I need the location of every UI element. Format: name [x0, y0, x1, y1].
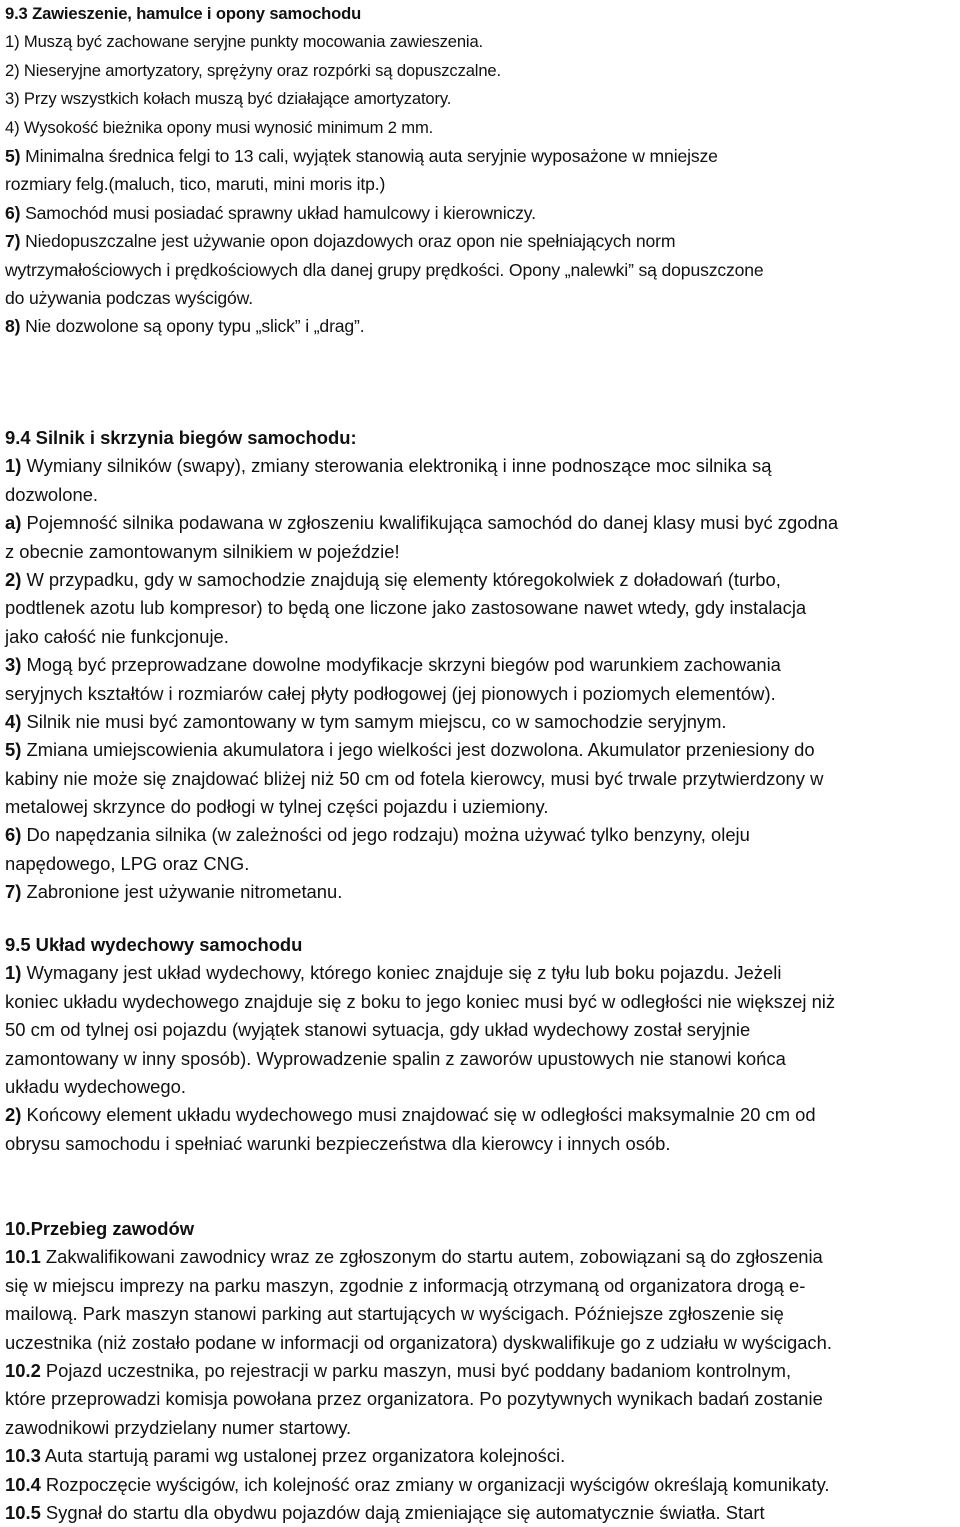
item-number: 10.2 — [5, 1359, 41, 1381]
item-text: Pojemność silnika podawana w zgłoszeniu kwalifikująca samochód do danej klasy musi być zgodna — [21, 512, 839, 534]
paragraph-line — [5, 736, 838, 764]
paragraph-line: metalowej skrzynce do podłogi w tylnej części pojazdu i uziemiony. — [5, 796, 549, 818]
paragraph-line — [5, 509, 838, 537]
item-number: 2) — [5, 568, 22, 590]
item-text: Sygnał do startu dla obydwu pojazdów dają zmieniające się automatycznie światła. Start — [40, 1501, 765, 1523]
item-text: Zabronione jest używanie nitrometanu. — [21, 881, 343, 903]
paragraph-line: mailową. Park maszyn stanowi parking aut startujących w wyścigach. Późniejsze zgłoszenie się — [5, 1303, 784, 1325]
section-heading: 9.5 Układ wydechowy samochodu — [5, 934, 303, 955]
item-text: Mogą być przeprowadzane dowolne modyfikacje skrzyni biegów pod warunkiem zachowania — [21, 654, 781, 676]
section-9-5 — [5, 931, 835, 1158]
item-text: Do napędzania silnika (w zależności od jego rodzaju) można używać tylko benzyny, oleju — [21, 824, 750, 846]
item-text: Wymagany jest układ wydechowy, którego koniec znajduje się z tyłu lub boku pojazdu. Jeżeli — [21, 962, 782, 984]
paragraph-line: 3) Przy wszystkich kołach muszą być działające amortyzatory. — [5, 89, 452, 109]
paragraph-line: 2) Nieseryjne amortyzatory, sprężyny oraz rozpórki są dopuszczalne. — [5, 60, 501, 80]
paragraph-line: do używania podczas wyścigów. — [5, 287, 253, 308]
paragraph-line: zawodnikowi przydzielany numer startowy. — [5, 1416, 352, 1438]
item-number: 10.5 — [5, 1501, 41, 1523]
paragraph-line: wytrzymałościowych i prędkościowych dla danej grupy prędkości. Opony „nalewki” są dopuszczone — [5, 259, 764, 280]
item-number: 4) — [5, 710, 22, 732]
paragraph-line — [5, 1357, 832, 1385]
item-text: Zakwalifikowani zawodnicy wraz ze zgłoszonym do startu autem, zobowiązani są do zgłoszenia — [40, 1246, 823, 1268]
item-number: 10.3 — [5, 1445, 41, 1467]
paragraph-line: obrysu samochodu i spełniać warunki bezpieczeństwa dla kierowcy i innych osób. — [5, 1132, 671, 1154]
item-number: 6) — [5, 202, 21, 223]
paragraph-line: kabiny nie może się znajdować bliżej niż 50 cm od fotela kierowcy, musi być trwale przytwierdzony w — [5, 767, 824, 789]
item-number: 5) — [5, 739, 22, 761]
paragraph-line — [5, 312, 764, 340]
paragraph-line — [5, 708, 838, 736]
paragraph-line — [5, 1471, 832, 1499]
item-text: Nie dozwolone są opony typu „slick” i „drag”. — [20, 316, 365, 337]
section-9-3 — [5, 0, 764, 341]
item-number: 8) — [5, 316, 21, 337]
item-text: Wymiany silników (swapy), zmiany sterowania elektroniką i inne podnoszące moc silnika są — [21, 455, 772, 477]
section-heading: 10.Przebieg zawodów — [5, 1218, 195, 1239]
paragraph-line — [5, 452, 838, 480]
paragraph-line — [5, 566, 838, 594]
item-number: 3) — [5, 654, 22, 676]
paragraph-line — [5, 1243, 832, 1271]
paragraph-line: się w miejscu imprezy na parku maszyn, zgodnie z informacją otrzymaną od organizatora drogą e- — [5, 1274, 806, 1296]
item-text: W przypadku, gdy w samochodzie znajdują się elementy któregokolwiek z doładowań (turbo, — [21, 568, 781, 590]
paragraph-line: zamontowany w inny sposób). Wyprowadzenie spalin z zaworów upustowych nie stanowi końca — [5, 1047, 786, 1069]
paragraph-line — [5, 878, 838, 906]
item-number: 1) — [5, 455, 22, 477]
paragraph-line — [5, 1101, 835, 1129]
paragraph-line: rozmiary felg.(maluch, tico, maruti, mini moris itp.) — [5, 174, 386, 195]
paragraph-line — [5, 199, 764, 227]
paragraph-line: koniec układu wydechowego znajduje się z boku to jego koniec musi być w odległości nie większej niż — [5, 990, 836, 1012]
section-9-4 — [5, 424, 838, 907]
paragraph-line: układu wydechowego. — [5, 1075, 186, 1097]
item-number: 1) — [5, 962, 22, 984]
item-number: 6) — [5, 824, 22, 846]
item-text: Końcowy element układu wydechowego musi znajdować się w odległości maksymalnie 20 cm od — [21, 1104, 816, 1126]
item-text: Auta startują parami wg ustalonej przez organizatora kolejności. — [40, 1445, 566, 1467]
heading-number: 9. — [5, 427, 21, 448]
item-text: Samochód musi posiadać sprawny układ hamulcowy i kierowniczy. — [20, 202, 536, 223]
paragraph-line — [5, 1499, 832, 1527]
item-number: 2) — [5, 1104, 22, 1126]
section-10 — [5, 1215, 832, 1527]
item-text: Silnik nie musi być zamontowany w tym samym miejscu, co w samochodzie seryjnym. — [21, 710, 727, 732]
item-text: Pojazd uczestnika, po rejestracji w parku maszyn, musi być poddany badaniom kontrolnym, — [40, 1359, 792, 1381]
paragraph-line — [5, 142, 764, 170]
item-number: 10.4 — [5, 1473, 41, 1495]
paragraph-line: 50 cm od tylnej osi pojazdu (wyjątek stanowi sytuacja, gdy układ wydechowy został seryjnie — [5, 1019, 751, 1041]
paragraph-line: dozwolone. — [5, 483, 99, 505]
section-heading — [5, 424, 838, 452]
paragraph-line — [5, 227, 764, 255]
item-number: 7) — [5, 881, 22, 903]
paragraph-line: uczestnika (niż zostało podane w informacji od organizatora) dyskwalifikuje go z udziału w wyścigach. — [5, 1331, 832, 1353]
paragraph-line: z obecnie zamontowanym silnikiem w pojeździe! — [5, 540, 400, 562]
paragraph-line: 4) Wysokość bieżnika opony musi wynosić minimum 2 mm. — [5, 117, 434, 137]
heading-text: 4 Silnik i skrzynia biegów samochodu: — [20, 427, 357, 448]
item-text: Niedopuszczalne jest używanie opon dojazdowych oraz opon nie spełniających norm — [20, 231, 676, 252]
item-number: 7) — [5, 231, 21, 252]
item-text: Rozpoczęcie wyścigów, ich kolejność oraz zmiany w organizacji wyścigów określają komunikaty. — [40, 1473, 830, 1495]
item-text: Zmiana umiejscowienia akumulatora i jego wielkości jest dozwolona. Akumulator przeniesiony do — [21, 739, 815, 761]
paragraph-line — [5, 959, 835, 987]
paragraph-line: napędowego, LPG oraz CNG. — [5, 852, 250, 874]
paragraph-line: jako całość nie funkcjonuje. — [5, 625, 229, 647]
paragraph-line — [5, 821, 838, 849]
item-number: 5) — [5, 145, 21, 166]
paragraph-line — [5, 1442, 832, 1470]
paragraph-line: które przeprowadzi komisja powołana przez organizatora. Po pozytywnych wynikach badań zostanie — [5, 1388, 823, 1410]
section-heading: 9.3 Zawieszenie, hamulce i opony samochodu — [5, 4, 362, 23]
paragraph-line: podtlenek azotu lub kompresor) to będą one liczone jako zastosowane nawet wtedy, gdy instalacja — [5, 597, 807, 619]
item-number: a) — [5, 512, 22, 534]
paragraph-line: 1) Muszą być zachowane seryjne punkty mocowania zawieszenia. — [5, 32, 483, 52]
item-text: Minimalna średnica felgi to 13 cali, wyjątek stanowią auta seryjnie wyposażone w mniejsze — [20, 145, 718, 166]
paragraph-line — [5, 651, 838, 679]
item-number: 10.1 — [5, 1246, 41, 1268]
paragraph-line: seryjnych kształtów i rozmiarów całej płyty podłogowej (jej pionowych i poziomych elementów). — [5, 682, 776, 704]
